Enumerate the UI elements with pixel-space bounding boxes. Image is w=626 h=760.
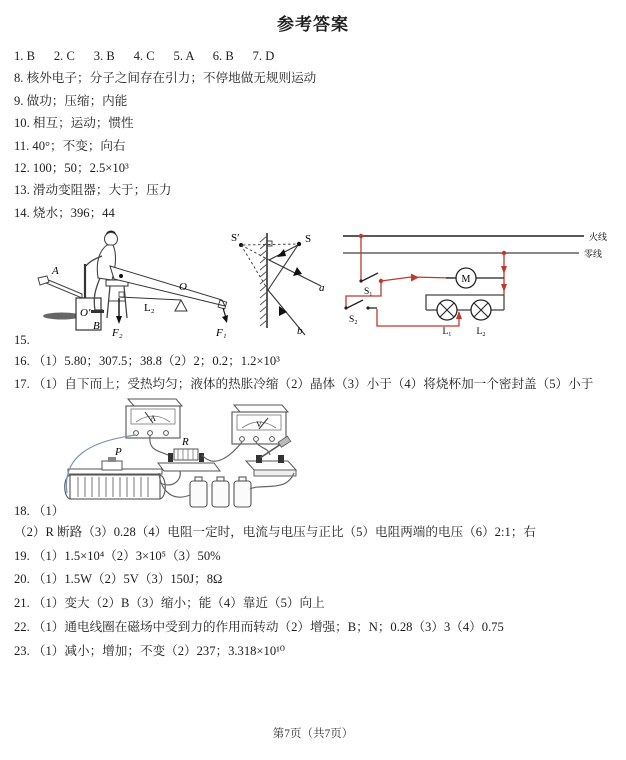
- lever-label-F1: F₁: [216, 327, 227, 340]
- ammeter: [126, 399, 182, 438]
- lever-label-O: O: [179, 281, 187, 294]
- resistor-R: [158, 436, 220, 471]
- answer-line-20: 20. （1）1.5W（2）5V（3）150J；8Ω: [14, 572, 223, 587]
- motor-label: M: [461, 274, 471, 286]
- current-arrow-down-2: [501, 284, 507, 292]
- current-arrow-down-1: [501, 266, 507, 274]
- answer-line-14: 14. 烧水；396；44: [14, 205, 115, 220]
- answer-line-18: 18. （1）: [14, 504, 65, 519]
- s1-label: S₁: [364, 287, 373, 298]
- answer-line-15: 15.: [14, 333, 30, 348]
- lever-label-L2: L₂: [144, 302, 155, 315]
- answer-line-18b: （2）R 断路（3）0.28（4）电阻一定时，电流与电压与正比（5）电阻两端的电压（6）2:1；右: [14, 525, 536, 540]
- fulcrum-triangle: [175, 300, 187, 311]
- pump-label-B: B: [93, 320, 100, 333]
- lever-figure: [104, 260, 236, 344]
- neutral-wire-label: 零线: [584, 249, 603, 260]
- rheostat-label: P: [115, 446, 122, 459]
- mirror-hatching: [260, 236, 267, 326]
- virtual-ray-1: [241, 245, 269, 260]
- question-18-figure: [12, 397, 614, 501]
- person-foot: [91, 310, 104, 313]
- answer-line-19: 19. （1）1.5×10⁴（2）3×10⁵（3）50%: [14, 548, 221, 563]
- force-f1-arrowhead: [222, 315, 228, 323]
- answer-line-11: 11. 40°；不变；向右: [14, 138, 126, 153]
- incident-ray-arrowhead: [277, 249, 286, 257]
- household-circuit-figure: [341, 230, 624, 345]
- right-angle-mark: [119, 292, 124, 297]
- rheostat-P: [65, 446, 166, 499]
- page-title: 参考答案: [277, 15, 349, 34]
- lever-label-F2: F₂: [112, 327, 123, 340]
- s1-blade: [362, 273, 378, 281]
- mirror-ray-figure: [231, 228, 327, 346]
- battery-cells: [190, 477, 251, 507]
- lever-pivot-dot: [119, 274, 123, 278]
- mirror-label-S: S: [305, 233, 312, 246]
- mirror-label-a: a: [319, 282, 325, 295]
- answer-line-9: 9. 做功；压缩；内能: [14, 93, 128, 108]
- force-f2-arrowhead: [116, 316, 122, 324]
- voltmeter-label: V: [256, 420, 262, 430]
- answer-line-10: 10. 相互；运动；惯性: [14, 116, 134, 131]
- s2-contact-right: [366, 307, 369, 310]
- pump-lever-arm: [46, 279, 82, 298]
- answer-line-16: 16. （1）5.80；307.5；38.8（2）2；0.2；1.2×10³: [14, 354, 280, 369]
- s2-blade: [347, 300, 363, 308]
- ammeter-label: A: [150, 414, 156, 424]
- lamp1-label: L₁: [442, 327, 452, 338]
- lever-arm-line: [119, 297, 181, 300]
- ground-fish-shape: [43, 313, 81, 320]
- answer-line-1-7: 1. B 2. C 3. B 4. C 5. A 6. B 7. D: [14, 49, 275, 63]
- pump-label-O: O′: [80, 307, 91, 320]
- answer-line-12: 12. 100；50；2.5×10³: [14, 161, 129, 176]
- current-arrow-right: [411, 274, 419, 282]
- answer-line-23: 23. （1）减小；增加；不变（2）237；3.318×10¹⁰: [14, 643, 285, 658]
- image-sightline: [243, 244, 297, 245]
- voltmeter: [232, 405, 288, 444]
- question-15-figure-row: [12, 226, 614, 350]
- answer-line-21: 21. （1）变大（2）B（3）缩小；能（4）靠近（5）向上: [14, 596, 325, 611]
- person-head: [105, 233, 118, 246]
- page-number-footer: 第7页（共7页）: [272, 728, 354, 740]
- answer-line-13: 13. 滑动变阻器；大于；压力: [14, 183, 172, 198]
- lever-beam: [110, 266, 225, 306]
- answer-line-22: 22. （1）通电线圈在磁场中受到力的作用而转动（2）增强；B；N；0.28（3）3（4）0.75: [14, 619, 504, 634]
- pump-label-A: A: [52, 265, 59, 278]
- ray-a-arrowhead: [293, 267, 302, 276]
- resistor-label: R: [182, 436, 189, 449]
- answer-line-8: 8. 核外电子；分子之间存在引力；不停地做无规则运动: [14, 71, 317, 86]
- answer-line-17: 17. （1）自下而上；受热均匀；液体的热胀冷缩（2）晶体（3）小于（4）将烧杯加一个密封盖（5）小于: [14, 376, 594, 391]
- live-wire-label: 火线: [589, 232, 608, 243]
- mirror-label-S-prime: S′: [231, 232, 240, 245]
- s2-label: S₂: [349, 315, 358, 326]
- mirror-label-b: b: [297, 325, 303, 338]
- ohms-law-experiment-figure: [62, 397, 302, 509]
- lamp2-label: L₂: [476, 327, 486, 338]
